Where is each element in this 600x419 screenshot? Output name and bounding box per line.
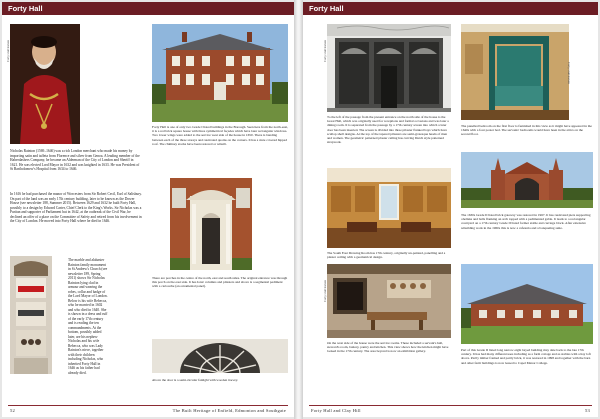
kitchen-caption: On the west side of the house were the service rooms. These included a servant's hall, steward's room, buttery, pantry and kitchen. This view shows how the kitchen might have looked in the 17th century. The area beyond is now an exhibition gallery.: [327, 341, 449, 354]
page-number: 53: [585, 408, 590, 413]
photo-credit-label: Forty Hall Estate: [323, 39, 327, 62]
photo-credit-label: Forty Hall Estate: [323, 279, 327, 302]
page-header: Forty Hall: [303, 2, 598, 15]
intro-paragraph: Nicholas Rainton (1569–1646) was a rich London merchant who made his money by importing satin and taffeta from Florence and silver from Genoa. A leading member of the Haberdashers Company, he became an Alderman of the City of London and Sheriff in 1621. He was elected Lord Mayor in 1632 and was knighted in 1633. He was President of St Bartholomew's Hospital from 1634 to 1646.: [10, 149, 140, 171]
exterior-caption: Forty Hall is one of only two Grade I listed buildings in the Borough. Seen here from the north-east, it is a red brick square house with three symmetrical façades which have later rectangular windows. Two lower wings were added to the service west side of the house in 1650. There is banding between each of the three storeys and rusticated quoins on the corners. It has a slate covered hipped roof. The chimney stacks have been restored or rebuilt.: [152, 125, 288, 146]
fanlight-photo: [152, 339, 288, 373]
page-number: 52: [10, 408, 15, 413]
barn-caption: Part of this Grade II listed long narrow eight bayed building may date back to the late 17th century. It has had many different uses including as a farm cottage and as stables with a hay loft above. Partly timber framed and partly brick, it was restored in 1998 and together with the barn and other farm buildings is now leased to Capel Manor College.: [461, 348, 591, 365]
book-gutter: [294, 0, 303, 419]
bedroom-caption: The panelled bedroom on the first floor is furnished in this view as it might have appeared in the 1640s with a four poster bed. The servants' bedrooms would have been in the attics on the second floor.: [461, 124, 592, 137]
great-hall-caption: To the left of the passage from the present entrance on the north side of the house is the Great Hall, which was originally used for receptions and formal occasions and was later a dining room. It is separated from the passage by a 17th century screen into which a later door has been inserted. The screen is divided into three pilaster flanked bays which have scallop shell designs. At the top of the tapered pilasters are semi-grotesque heads of men and women. The geometric patterned plaster ceiling has curving Dutch style patterned strapwork.: [327, 115, 449, 145]
page-header: Forty Hall: [2, 2, 294, 15]
monument-photo: [10, 256, 52, 374]
gateway-caption: The 1630s Grade II listed brick gateway was restored in 1967. It has rusticated piers supporting obelisks and balls flanking an arch topped with a pedimented gable. It leads to a rectangular courtyard on a 17th century Grade II listed former stable and carriage block. After extensive rebuilding work in the 1960s this is now a cafeteria and a banqueting suite.: [461, 213, 591, 230]
bedroom-photo: [461, 24, 569, 120]
portrait-photo: [10, 24, 80, 144]
great-hall-photo: [327, 24, 451, 112]
left-page: [2, 2, 294, 417]
porch-photo: [170, 178, 252, 270]
gateway-photo: [461, 152, 593, 208]
monument-paragraph: The marble and alabaster Rainton family monument in St Andrew's Church (see newsletter 189, Spring 2011) shows Sir Nicholas Rainton lying clad in armour and wearing the robes, collar and badge of the Lord Mayor of London. Below is his wife Rebecca, who he married in 1602 and who died in 1640. She is shown in a dress and ruff of the early 17th century and is reading the ten commandments. At the bottom, possibly added later, are his nephew Nicholas and his wife Rebecca, who was Lady Rainton's niece, together with their children including Nicholas, who inherited Forty Hall in 1646 as his father had already died.: [68, 258, 108, 375]
drawing-room-caption: The South East Drawing Room has 17th century, originally un-painted, panelling and a plaster ceiling with a geometrical design.: [327, 251, 446, 260]
photo-credit-label: Forty Hall Estate: [567, 62, 571, 85]
fanlight-caption: Above the door is a semi-circular fanlight with wooden tracery.: [152, 378, 239, 382]
barn-photo: [461, 264, 593, 344]
footer-rule: [309, 405, 592, 406]
forty-hall-exterior-photo: [152, 24, 288, 122]
footer-title: The Built Heritage of Enfield, Edmonton and Southgate: [172, 408, 286, 413]
kitchen-photo: [327, 264, 451, 338]
photo-credit-label: Forty Hall Estate: [6, 39, 10, 62]
porch-caption: There are porches in the centre of the north, east and south sides. The original entrance was through this porch on the east side. It has Ionic columns and pilasters and above is a segmental pediment with a cartouche (an ornamental panel).: [152, 276, 288, 289]
footer-rule: [8, 405, 288, 406]
history-paragraph: In 1616 he had purchased the manor of Worcesters from Sir Robert Cecil, Earl of Salisbury. On part of the land was an early 17th century building, later to be known as the Dower House (see newsletter 188, Summer 2015). Between 1629 and 1632 he built Forty Hall, possibly to a design by Edward Carter, Chief Clerk to the King's Works. Sir Nicholas was a Puritan and supporter of Parliament but in 1642, at the outbreak of the Civil War, he declined an offer of a place on the Committee of Safety and retired from his involvement in the City of London. He moved into Forty Hall where he died in 1646.: [10, 192, 142, 223]
drawing-room-photo: [327, 168, 451, 248]
right-page: [303, 2, 598, 417]
footer-title: Forty Hall and Clay Hill: [311, 408, 361, 413]
